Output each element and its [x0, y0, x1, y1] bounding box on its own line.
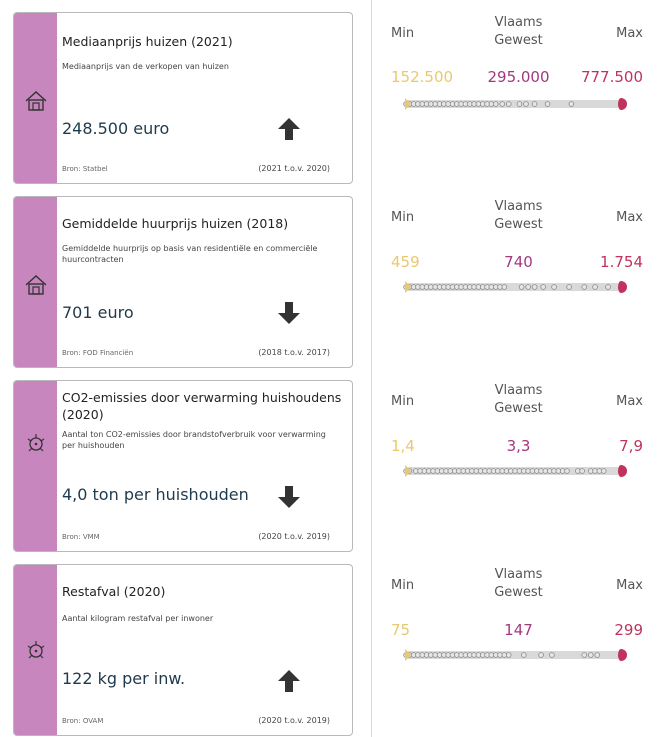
indicator-period: (2018 t.o.v. 2017)	[258, 348, 330, 357]
min-label: Min	[391, 210, 415, 225]
distribution-point	[593, 285, 598, 290]
region-label: Vlaams Gewest	[494, 15, 543, 48]
region-value: 3,3	[506, 437, 531, 455]
distribution-point	[582, 285, 587, 290]
distribution-point	[580, 469, 585, 474]
max-value: 1.754	[600, 253, 643, 271]
max-value: 299	[614, 621, 643, 639]
indicator-card-co2-emissies[interactable]	[13, 380, 353, 552]
indicator-card-restafval[interactable]	[13, 564, 353, 736]
indicator-title: Mediaanprijs huizen (2021)	[62, 34, 233, 49]
category-band	[14, 381, 57, 551]
region-label: Vlaams Gewest	[494, 199, 543, 232]
distribution-point	[595, 653, 600, 658]
max-label: Max	[616, 394, 643, 409]
house-icon	[23, 272, 49, 298]
distribution-point	[524, 102, 529, 107]
min-marker	[405, 465, 411, 477]
distribution-point	[532, 102, 537, 107]
arrow-down-icon	[276, 484, 302, 510]
distribution-point	[567, 285, 572, 290]
virus-icon	[23, 637, 49, 663]
arrow-down-icon	[276, 300, 302, 326]
distribution-restafval	[381, 562, 661, 682]
min-marker	[405, 98, 411, 110]
distribution-point	[532, 285, 537, 290]
distribution-point	[606, 285, 611, 290]
distribution-mediaanprijs	[381, 10, 661, 130]
min-label: Min	[391, 394, 415, 409]
distribution-strip	[399, 648, 627, 662]
indicator-period: (2020 t.o.v. 2019)	[258, 532, 330, 541]
distribution-point	[565, 469, 570, 474]
distribution-strip	[399, 280, 627, 294]
distribution-point	[539, 653, 544, 658]
min-marker	[405, 281, 411, 293]
max-value: 777.500	[580, 68, 643, 86]
max-label: Max	[616, 26, 643, 41]
min-value: 152.500	[391, 68, 454, 86]
distribution-point	[601, 469, 606, 474]
region-value: 740	[504, 253, 533, 271]
distribution-point	[502, 285, 507, 290]
distribution-point	[519, 285, 524, 290]
distribution-point	[569, 102, 574, 107]
distribution-point	[493, 102, 498, 107]
distribution-point	[506, 653, 511, 658]
indicator-period: (2021 t.o.v. 2020)	[258, 164, 330, 173]
category-band	[14, 565, 57, 735]
max-marker	[618, 465, 627, 477]
distribution-point	[549, 653, 554, 658]
max-value: 7,9	[619, 437, 643, 455]
indicator-description: Mediaanprijs van de verkopen van huizen	[62, 62, 229, 71]
min-value: 1,4	[391, 437, 415, 455]
distribution-strip	[399, 97, 627, 111]
max-marker	[618, 281, 627, 293]
region-value: 147	[504, 621, 533, 639]
min-label: Min	[391, 26, 415, 41]
indicator-source: Bron: FOD Financiën	[62, 349, 134, 357]
indicator-card-huurprijs[interactable]	[13, 196, 353, 368]
distribution-point	[506, 102, 511, 107]
max-label: Max	[616, 210, 643, 225]
indicator-source: Bron: OVAM	[62, 717, 104, 725]
house-icon	[23, 88, 49, 114]
indicator-source: Bron: VMM	[62, 533, 100, 541]
indicator-title: CO2-emissies door verwarming huishoudens (2020)	[62, 390, 342, 422]
indicator-value: 4,0 ton per huishouden	[62, 485, 249, 504]
region-label: Vlaams Gewest	[494, 567, 543, 600]
indicator-value: 248.500 euro	[62, 119, 170, 138]
distribution-point	[582, 653, 587, 658]
distribution-point	[517, 102, 522, 107]
min-value: 75	[391, 621, 411, 639]
indicator-period: (2020 t.o.v. 2019)	[258, 716, 330, 725]
column-divider	[371, 0, 372, 737]
distribution-point	[526, 285, 531, 290]
indicator-card-mediaanprijs[interactable]	[13, 12, 353, 184]
indicator-description: Gemiddelde huurprijs op basis van residentiële en commerciële huurcontracten	[62, 244, 318, 264]
arrow-up-icon	[276, 116, 302, 142]
virus-icon	[23, 430, 49, 456]
indicator-value: 122 kg per inw.	[62, 669, 186, 688]
category-band	[14, 197, 57, 367]
distribution-point	[588, 653, 593, 658]
indicator-value: 701 euro	[62, 303, 134, 322]
arrow-up-icon	[276, 668, 302, 694]
distribution-huurprijs	[381, 194, 661, 314]
distribution-co2-emissies	[381, 378, 661, 498]
indicator-description: Aantal ton CO2-emissies door brandstofverbruik voor verwarming per huishouden	[62, 430, 326, 450]
indicator-title: Restafval (2020)	[62, 584, 166, 599]
min-label: Min	[391, 578, 415, 593]
distribution-point	[500, 102, 505, 107]
distribution-point	[521, 653, 526, 658]
min-marker	[405, 649, 411, 661]
indicator-title: Gemiddelde huurprijs huizen (2018)	[62, 216, 289, 231]
region-label: Vlaams Gewest	[494, 383, 543, 416]
max-marker	[618, 649, 627, 661]
distribution-point	[545, 102, 550, 107]
category-band	[14, 13, 57, 183]
max-marker	[618, 98, 627, 110]
indicator-description: Aantal kilogram restafval per inwoner	[62, 614, 214, 623]
distribution-point	[541, 285, 546, 290]
distribution-point	[552, 285, 557, 290]
distribution-strip	[399, 464, 627, 478]
max-label: Max	[616, 578, 643, 593]
region-value: 295.000	[487, 68, 550, 86]
indicator-source: Bron: Statbel	[62, 165, 108, 173]
min-value: 459	[391, 253, 420, 271]
